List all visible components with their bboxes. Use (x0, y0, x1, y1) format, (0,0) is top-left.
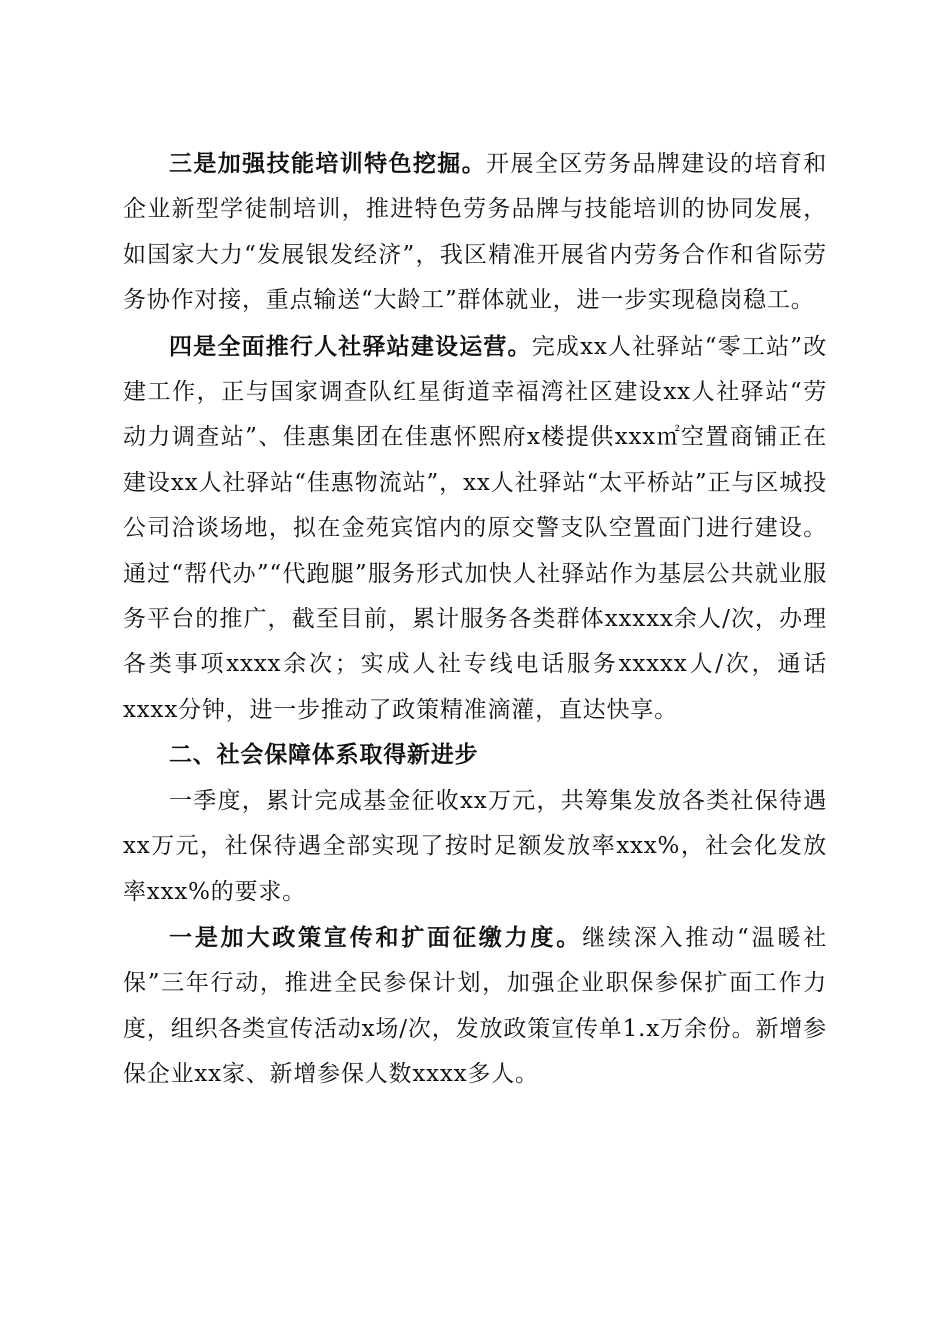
paragraph-text: 一季度，累计完成基金征收xx万元，共筹集发放各类社保待遇xx万元，社保待遇全部实现了按时足额发放率xxx%，社会化发放率xxx%的要求。 (123, 787, 827, 905)
paragraph-lead: 四是全面推行人社驿站建设运营。 (169, 332, 532, 360)
document-body (123, 141, 827, 1098)
paragraph-policy-publicity (123, 915, 827, 1098)
paragraph-skills-training (123, 141, 827, 324)
paragraph-lead: 三是加强技能培训特色挖掘。 (169, 150, 487, 177)
paragraph-text: 开展全区劳务品牌建设的培育和企业新型学徒制培训，推进特色劳务品牌与技能培训的协同发展，如国家大力“发展银发经济”，我区精准开展省内劳务合作和省际劳务协作对接，重点输送“大龄工”群体就业，进一步实现稳岗稳工。 (123, 151, 828, 314)
paragraph-lead: 一是加大政策宣传和扩面征缴力度。 (169, 923, 583, 951)
paragraph-service-stations (123, 324, 827, 734)
paragraph-quarter-summary (123, 779, 827, 915)
paragraph-text: 完成xx人社驿站“零工站”改建工作，正与国家调查队红星街道幸福湾社区建设xx人社驿站“劳动力调查站”、佳惠集团在佳惠怀熙府x楼提供xxx㎡空置商铺正在建设xx人社驿站“佳惠物流站”，xx人社驿站“太平桥站”正与区城投公司洽谈场地，拟在金苑宾馆内的原交警支队空置面门进行建设。通过“帮代办”“代跑腿”服务形式加快人社驿站作为基层公共就业服务平台的推广，截至目前，累计服务各类群体xxxxx余人/次，办理各类事项xxxx余次；实成人社专线电话服务xxxxx人/次，通话xxxx分钟，进一步推动了政策精准滴灌，直达快享。 (123, 333, 827, 723)
paragraph-text: 继续深入推动“温暖社保”三年行动，推进全民参保计划，加强企业职保参保扩面工作力度，组织各类宣传活动x场/次，发放政策宣传单1.x万余份。新增参保企业xx家、新增参保人数xxxx多人。 (123, 924, 827, 1088)
section-heading: 二、社会保障体系取得新进步 (169, 742, 479, 769)
